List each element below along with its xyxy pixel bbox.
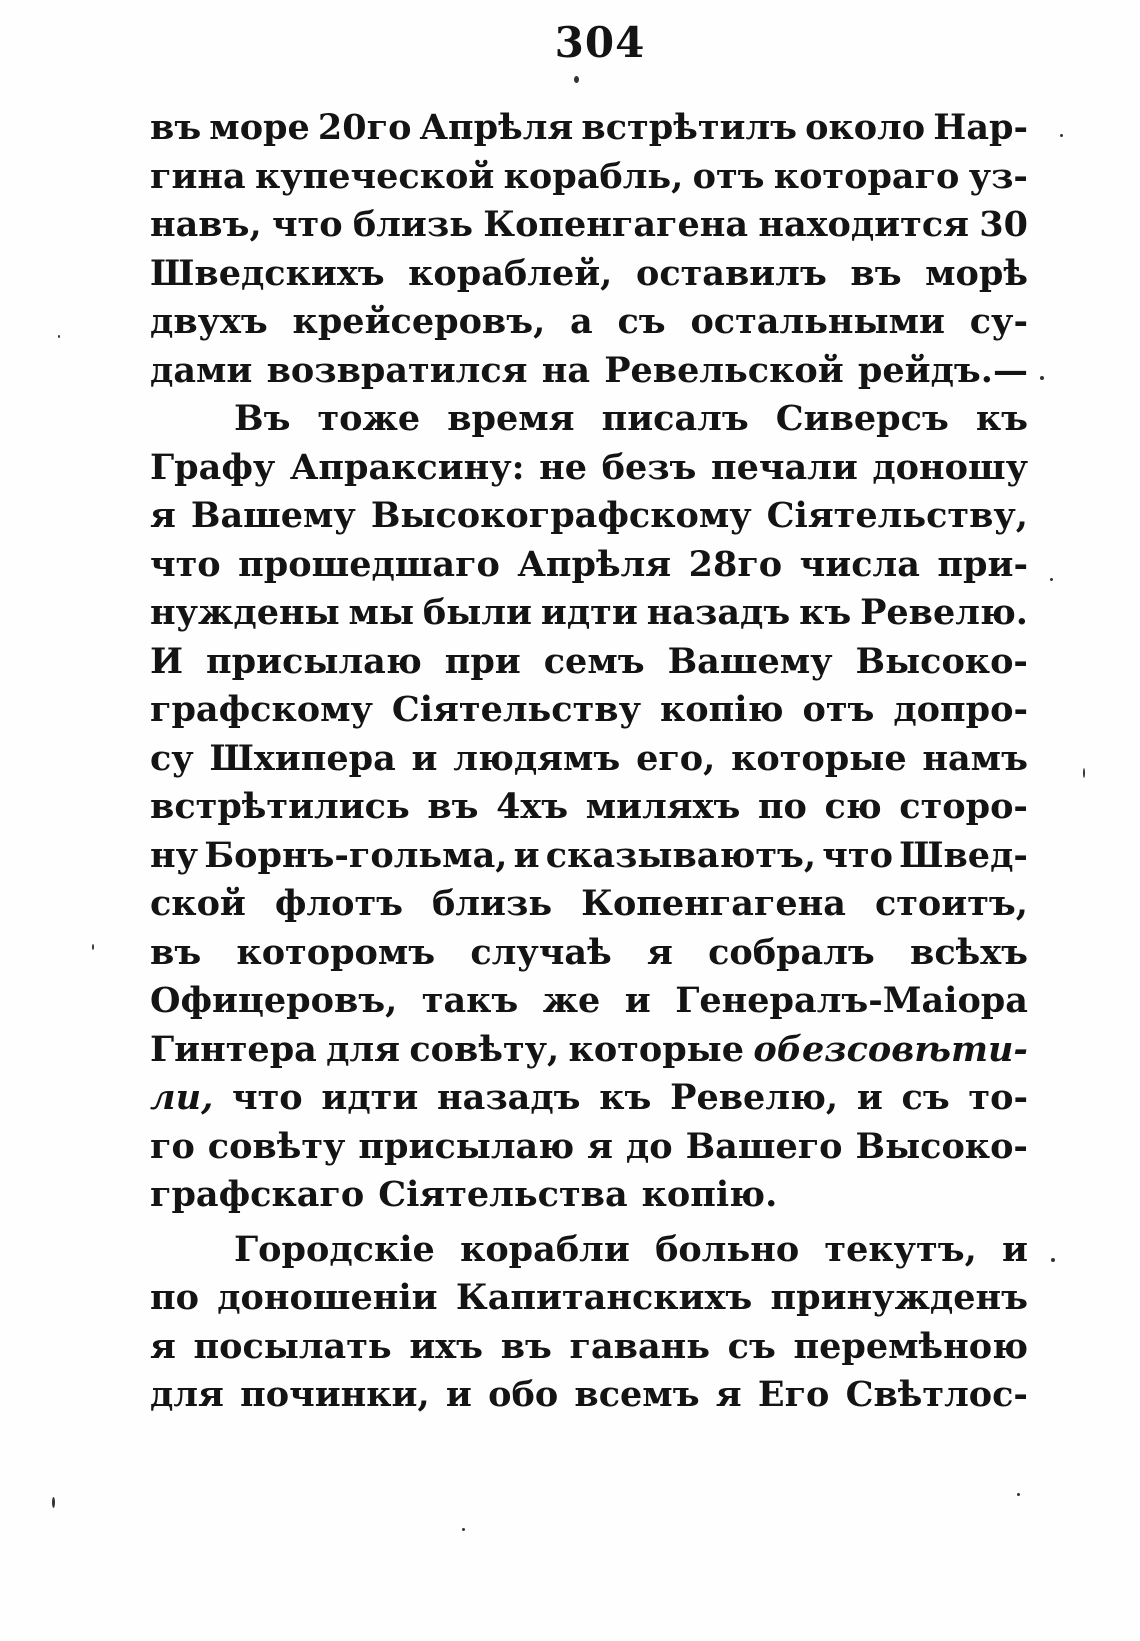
text-line xyxy=(150,250,1028,299)
word: остальными xyxy=(690,301,945,342)
word: Капитанскихъ xyxy=(455,1277,753,1318)
word: Офицеровъ, xyxy=(150,980,398,1021)
word: принужденъ xyxy=(770,1277,1028,1318)
text-line xyxy=(150,589,1028,638)
word: Вашему xyxy=(190,495,356,536)
word: въ xyxy=(150,931,202,973)
word: совѣту, xyxy=(409,1028,560,1070)
word: Гинтера xyxy=(150,1028,317,1070)
word: Сіятельству, xyxy=(766,495,1028,536)
word: Шведскихъ xyxy=(150,252,385,294)
text-line xyxy=(150,686,1028,735)
word: которые xyxy=(731,737,907,779)
word: купеческой xyxy=(254,155,495,197)
word: нуждены xyxy=(150,592,340,633)
word: Высокографскому xyxy=(370,495,752,536)
word: кораблей, xyxy=(408,252,613,294)
word: 4хъ xyxy=(496,786,569,827)
word: Высоко- xyxy=(855,640,1028,682)
word: и xyxy=(445,1374,472,1415)
text-line xyxy=(150,1371,1028,1420)
word: Городскіе xyxy=(234,1228,435,1270)
word: семъ xyxy=(543,640,645,682)
word: Вашего xyxy=(685,1125,843,1167)
word: дами xyxy=(150,349,253,391)
body-text xyxy=(150,104,1028,1420)
print-speck xyxy=(1040,376,1044,380)
text-line xyxy=(150,201,1028,250)
word: уз- xyxy=(968,155,1028,197)
word: починки, xyxy=(240,1374,430,1415)
word: крейсеровъ, xyxy=(292,301,546,342)
word: Апрѣля xyxy=(419,107,574,148)
text-line xyxy=(150,298,1028,347)
word: совѣту xyxy=(207,1125,346,1167)
print-speck xyxy=(1017,1493,1020,1496)
word: Копенгагена xyxy=(483,204,749,245)
word: мы xyxy=(348,592,415,633)
word: по xyxy=(757,786,807,827)
word: Швед- xyxy=(899,834,1028,876)
word: Въ xyxy=(234,398,291,439)
word: отъ xyxy=(802,689,875,730)
print-speck xyxy=(92,944,94,950)
text-line xyxy=(150,492,1028,541)
word: Генералъ-Маіора xyxy=(675,980,1028,1021)
word: море xyxy=(209,107,310,148)
word: идти xyxy=(321,1077,419,1118)
word: то- xyxy=(968,1077,1028,1118)
word: къ xyxy=(799,592,852,633)
word: миляхъ xyxy=(585,786,741,827)
word: и xyxy=(624,980,651,1021)
word: намъ xyxy=(922,737,1028,779)
word: людямъ xyxy=(453,737,621,779)
word: графскаго xyxy=(150,1174,365,1215)
word: графскому xyxy=(150,689,373,730)
word: Вашему xyxy=(667,640,833,682)
word: печали xyxy=(710,446,858,488)
word: посылать xyxy=(193,1325,392,1367)
word: котораго xyxy=(773,155,960,197)
word: двухъ xyxy=(150,301,268,342)
text-line xyxy=(150,1026,1028,1075)
word: на xyxy=(541,349,591,391)
word: флотъ xyxy=(274,883,404,924)
word: 30 xyxy=(979,204,1028,245)
word: 28го xyxy=(688,543,783,585)
print-speck xyxy=(1060,134,1063,137)
word: всѣхъ xyxy=(910,931,1028,973)
word: время xyxy=(447,398,575,439)
print-speck xyxy=(574,76,579,83)
print-speck xyxy=(58,335,60,338)
word: обезсовѣти- xyxy=(753,1028,1028,1070)
word: Шхипера xyxy=(209,737,396,779)
word: прошедшаго xyxy=(238,543,500,585)
word: и xyxy=(856,1077,883,1118)
word: Сиверсъ xyxy=(775,398,949,439)
word: въ xyxy=(150,107,202,148)
word: близь xyxy=(352,204,473,245)
word: что xyxy=(231,1077,303,1118)
word: Нар- xyxy=(933,107,1028,148)
word: его, xyxy=(636,737,716,779)
word: перемѣною xyxy=(793,1325,1028,1367)
word: и xyxy=(1002,1228,1028,1270)
text-line xyxy=(150,880,1028,929)
word: я xyxy=(150,1325,176,1367)
word: въ xyxy=(500,1325,552,1367)
print-speck xyxy=(1083,768,1085,778)
word: которомъ xyxy=(236,931,436,973)
word: къ xyxy=(975,398,1028,439)
word: идти xyxy=(540,592,638,633)
word: и xyxy=(411,737,438,779)
text-line xyxy=(150,638,1028,687)
word: возвратился xyxy=(266,349,528,391)
word: су- xyxy=(969,301,1028,342)
word: ской xyxy=(150,883,246,924)
word: всемъ xyxy=(574,1374,700,1415)
word: встрѣтилъ xyxy=(581,107,797,148)
word: копію xyxy=(660,689,784,730)
word: съ xyxy=(617,301,666,342)
word: больно xyxy=(655,1228,800,1270)
word: находится xyxy=(758,204,969,245)
word: въ xyxy=(427,786,479,827)
word: писалъ xyxy=(601,398,749,439)
word: при xyxy=(444,640,521,682)
word: и xyxy=(513,834,540,876)
word: безъ xyxy=(601,446,697,488)
word: рейдъ.— xyxy=(857,349,1028,391)
word: которые xyxy=(568,1028,745,1070)
word: назадъ xyxy=(437,1077,581,1118)
word: я xyxy=(150,495,176,536)
word: ну xyxy=(150,834,199,876)
word: я xyxy=(646,931,673,973)
word: Ревельской xyxy=(604,349,844,391)
word: стоитъ, xyxy=(874,883,1028,924)
text-line xyxy=(150,1074,1028,1123)
word: отъ xyxy=(692,155,765,197)
word: 20го xyxy=(317,107,412,148)
word: а xyxy=(570,301,593,342)
word: для xyxy=(326,1028,401,1070)
word: я xyxy=(715,1374,742,1415)
word: морѣ xyxy=(925,252,1028,294)
word: Борнъ-гольма, xyxy=(204,834,508,876)
print-speck xyxy=(1050,578,1053,581)
word: были xyxy=(422,592,532,633)
word: близь xyxy=(432,883,553,924)
word: текутъ, xyxy=(824,1228,977,1270)
word: Апраксину: xyxy=(289,446,525,488)
word: тоже xyxy=(317,398,421,439)
word: назадъ xyxy=(646,592,791,633)
word: обо xyxy=(488,1374,559,1415)
word: къ xyxy=(599,1077,652,1118)
print-speck xyxy=(1051,1258,1055,1262)
word: ихъ xyxy=(409,1325,484,1367)
word: Ревелю, xyxy=(670,1077,839,1118)
word: въ xyxy=(850,252,902,294)
word: при- xyxy=(937,543,1028,585)
text-line xyxy=(150,783,1028,832)
word: го xyxy=(150,1125,195,1167)
word: доношу xyxy=(872,446,1028,488)
word: случаѣ xyxy=(470,931,612,973)
word: корабли xyxy=(460,1228,630,1270)
word: доношеніи xyxy=(217,1277,438,1318)
word: гавань xyxy=(569,1325,711,1367)
word: Сіятельству xyxy=(391,689,642,730)
text-line xyxy=(150,347,1028,396)
word: съ xyxy=(901,1077,950,1118)
word: ли, xyxy=(150,1077,214,1118)
text-line xyxy=(150,1274,1028,1323)
word: допро- xyxy=(893,689,1028,730)
word: су xyxy=(150,737,194,779)
word: сторо- xyxy=(899,786,1028,827)
print-speck xyxy=(52,1497,55,1508)
word: Графу xyxy=(150,446,276,488)
text-line xyxy=(150,929,1028,978)
word: что xyxy=(271,204,343,245)
word: корабль, xyxy=(503,155,684,197)
word: же xyxy=(542,980,601,1021)
word: присылаю xyxy=(206,640,422,682)
page-number: 304 xyxy=(554,18,646,67)
text-line xyxy=(150,1123,1028,1172)
word: такъ xyxy=(421,980,519,1021)
word: навъ, xyxy=(150,204,262,245)
word: не xyxy=(539,446,588,488)
word: для xyxy=(150,1374,224,1415)
word: что xyxy=(150,543,221,585)
print-speck xyxy=(462,1528,465,1531)
text-line xyxy=(150,541,1028,590)
text-line xyxy=(150,977,1028,1026)
text-line xyxy=(150,735,1028,784)
word: И xyxy=(150,640,184,682)
word: до xyxy=(625,1125,673,1167)
word: сю xyxy=(824,786,882,827)
word: встрѣтились xyxy=(150,786,410,827)
word: Свѣтлос- xyxy=(845,1374,1028,1415)
word: собралъ xyxy=(708,931,875,973)
word: я xyxy=(587,1125,613,1167)
word: сказываютъ, xyxy=(545,834,817,876)
text-line xyxy=(150,1171,1028,1220)
word: копію. xyxy=(641,1174,778,1215)
word: Его xyxy=(757,1374,830,1415)
word: Ревелю. xyxy=(860,592,1028,633)
text-line xyxy=(150,1226,1028,1275)
text-line xyxy=(150,1323,1028,1372)
text-line xyxy=(150,153,1028,202)
text-line xyxy=(150,104,1028,153)
text-line xyxy=(150,395,1028,444)
word: Апрѣля xyxy=(517,543,672,585)
word: что xyxy=(822,834,893,876)
word: Сіятельства xyxy=(378,1174,628,1215)
text-line xyxy=(150,832,1028,881)
word: Высоко- xyxy=(855,1125,1028,1167)
word: съ xyxy=(727,1325,776,1367)
word: оставилъ xyxy=(635,252,827,294)
word: присылаю xyxy=(358,1125,575,1167)
word: около xyxy=(805,107,926,148)
word: числа xyxy=(799,543,920,585)
word: Копенгагена xyxy=(581,883,846,924)
word: гина xyxy=(150,155,246,197)
text-line xyxy=(150,444,1028,493)
word: по xyxy=(150,1277,199,1318)
